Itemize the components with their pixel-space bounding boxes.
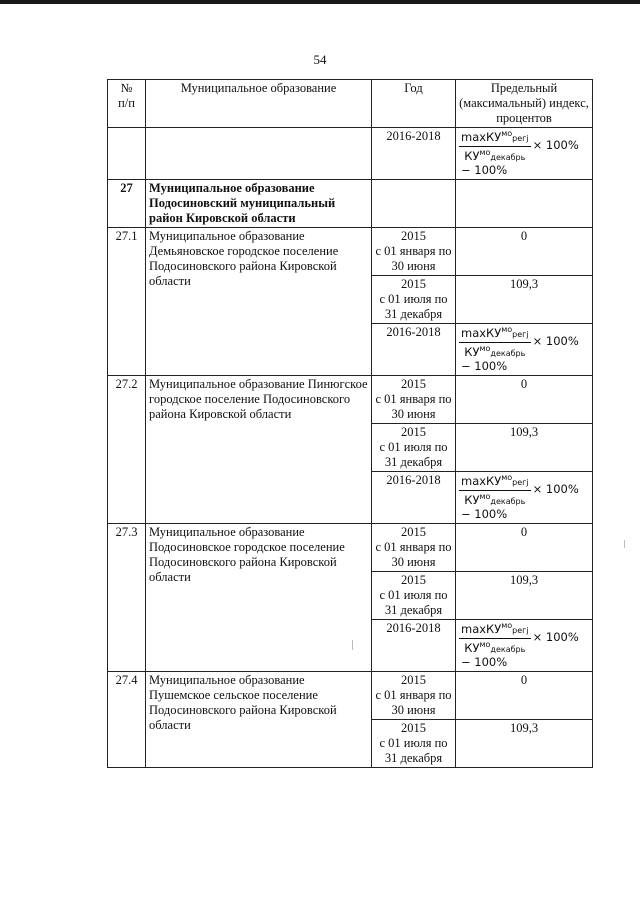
year-period-h1: 2015 с 01 января по 30 июня xyxy=(372,376,456,424)
table-row xyxy=(108,128,593,180)
table-row xyxy=(108,228,593,276)
municipality-name: Муниципальное образование Пинюгское городское поселение Подосиновского района Кировской области xyxy=(146,376,372,524)
scan-mark xyxy=(352,640,353,650)
year-period-h1: 2015 с 01 января по 30 июня xyxy=(372,228,456,276)
year-period-h2: 2015 с 01 июля по 31 декабря xyxy=(372,572,456,620)
year-range: 2016-2018 xyxy=(372,128,456,180)
formula-cell: $\frac{\max КУ^{мо}регj}{КУ^{мо}декабрь}$ × 100% − 100% xyxy=(456,620,593,672)
value-h2: 109,3 xyxy=(456,720,593,768)
value-h1: 0 xyxy=(456,524,593,572)
year-period-h1: 2015 с 01 января по 30 июня xyxy=(372,672,456,720)
year-period-h1: 2015 с 01 января по 30 июня xyxy=(372,524,456,572)
header-index: Предельный (максимальный) индекс, процентов xyxy=(456,80,593,128)
table-row xyxy=(108,376,593,424)
row-number: 27.3 xyxy=(108,524,146,672)
year-period-h2: 2015 с 01 июля по 31 декабря xyxy=(372,424,456,472)
value-h2: 109,3 xyxy=(456,572,593,620)
year-range: 2016-2018 xyxy=(372,324,456,376)
table-row xyxy=(108,524,593,572)
header-year: Год xyxy=(372,80,456,128)
formula-fraction: $\frac{\max КУ^{мо}регj}{КУ^{мо}декабрь}$ xyxy=(461,621,529,655)
formula-cell: $\frac{\max КУ^{мо}регj}{КУ^{мо}декабрь}$ × 100% − 100% xyxy=(456,472,593,524)
year-range: 2016-2018 xyxy=(372,472,456,524)
table-row xyxy=(108,672,593,720)
scan-mark xyxy=(624,540,625,548)
table-row xyxy=(108,180,593,228)
formula-fraction: $\frac{\max КУ^{мо}регj}{КУ^{мо}декабрь}$ xyxy=(461,129,529,163)
municipality-name: Муниципальное образование Подосиновский муниципальный район Кировской области xyxy=(146,180,372,228)
index-table xyxy=(107,79,593,768)
page-number: 54 xyxy=(313,52,327,67)
formula-cell: $\frac{\max КУ^{мо}регj}{КУ^{мо}декабрь}$ × 100% − 100% xyxy=(456,128,593,180)
value-h1: 0 xyxy=(456,228,593,276)
year-period-h2: 2015 с 01 июля по 31 декабря xyxy=(372,276,456,324)
row-number: 27.1 xyxy=(108,228,146,376)
top-border-line xyxy=(0,0,640,4)
value-h2: 109,3 xyxy=(456,276,593,324)
value-h1: 0 xyxy=(456,376,593,424)
municipality-name: Муниципальное образование Демьяновское городское поселение Подосиновского района Кировской области xyxy=(146,228,372,376)
municipality-name: Муниципальное образование Пушемское сельское поселение Подосиновского района Кировской области xyxy=(146,672,372,768)
row-number: 27 xyxy=(108,180,146,228)
value-h1: 0 xyxy=(456,672,593,720)
formula-fraction: $\frac{\max КУ^{мо}регj}{КУ^{мо}декабрь}$ xyxy=(461,325,529,359)
row-number: 27.2 xyxy=(108,376,146,524)
header-municipality: Муниципальное образование xyxy=(146,80,372,128)
year-period-h2: 2015 с 01 июля по 31 декабря xyxy=(372,720,456,768)
formula-cell: $\frac{\max КУ^{мо}регj}{КУ^{мо}декабрь}$ × 100% − 100% xyxy=(456,324,593,376)
row-number: 27.4 xyxy=(108,672,146,768)
value-h2: 109,3 xyxy=(456,424,593,472)
municipality-name: Муниципальное образование Подосиновское городское поселение Подосиновского района Кировской области xyxy=(146,524,372,672)
header-num: № п/п xyxy=(108,80,146,128)
formula-fraction: $\frac{\max КУ^{мо}регj}{КУ^{мо}декабрь}$ xyxy=(461,473,529,507)
table-header-row xyxy=(108,80,593,128)
year-range: 2016-2018 xyxy=(372,620,456,672)
